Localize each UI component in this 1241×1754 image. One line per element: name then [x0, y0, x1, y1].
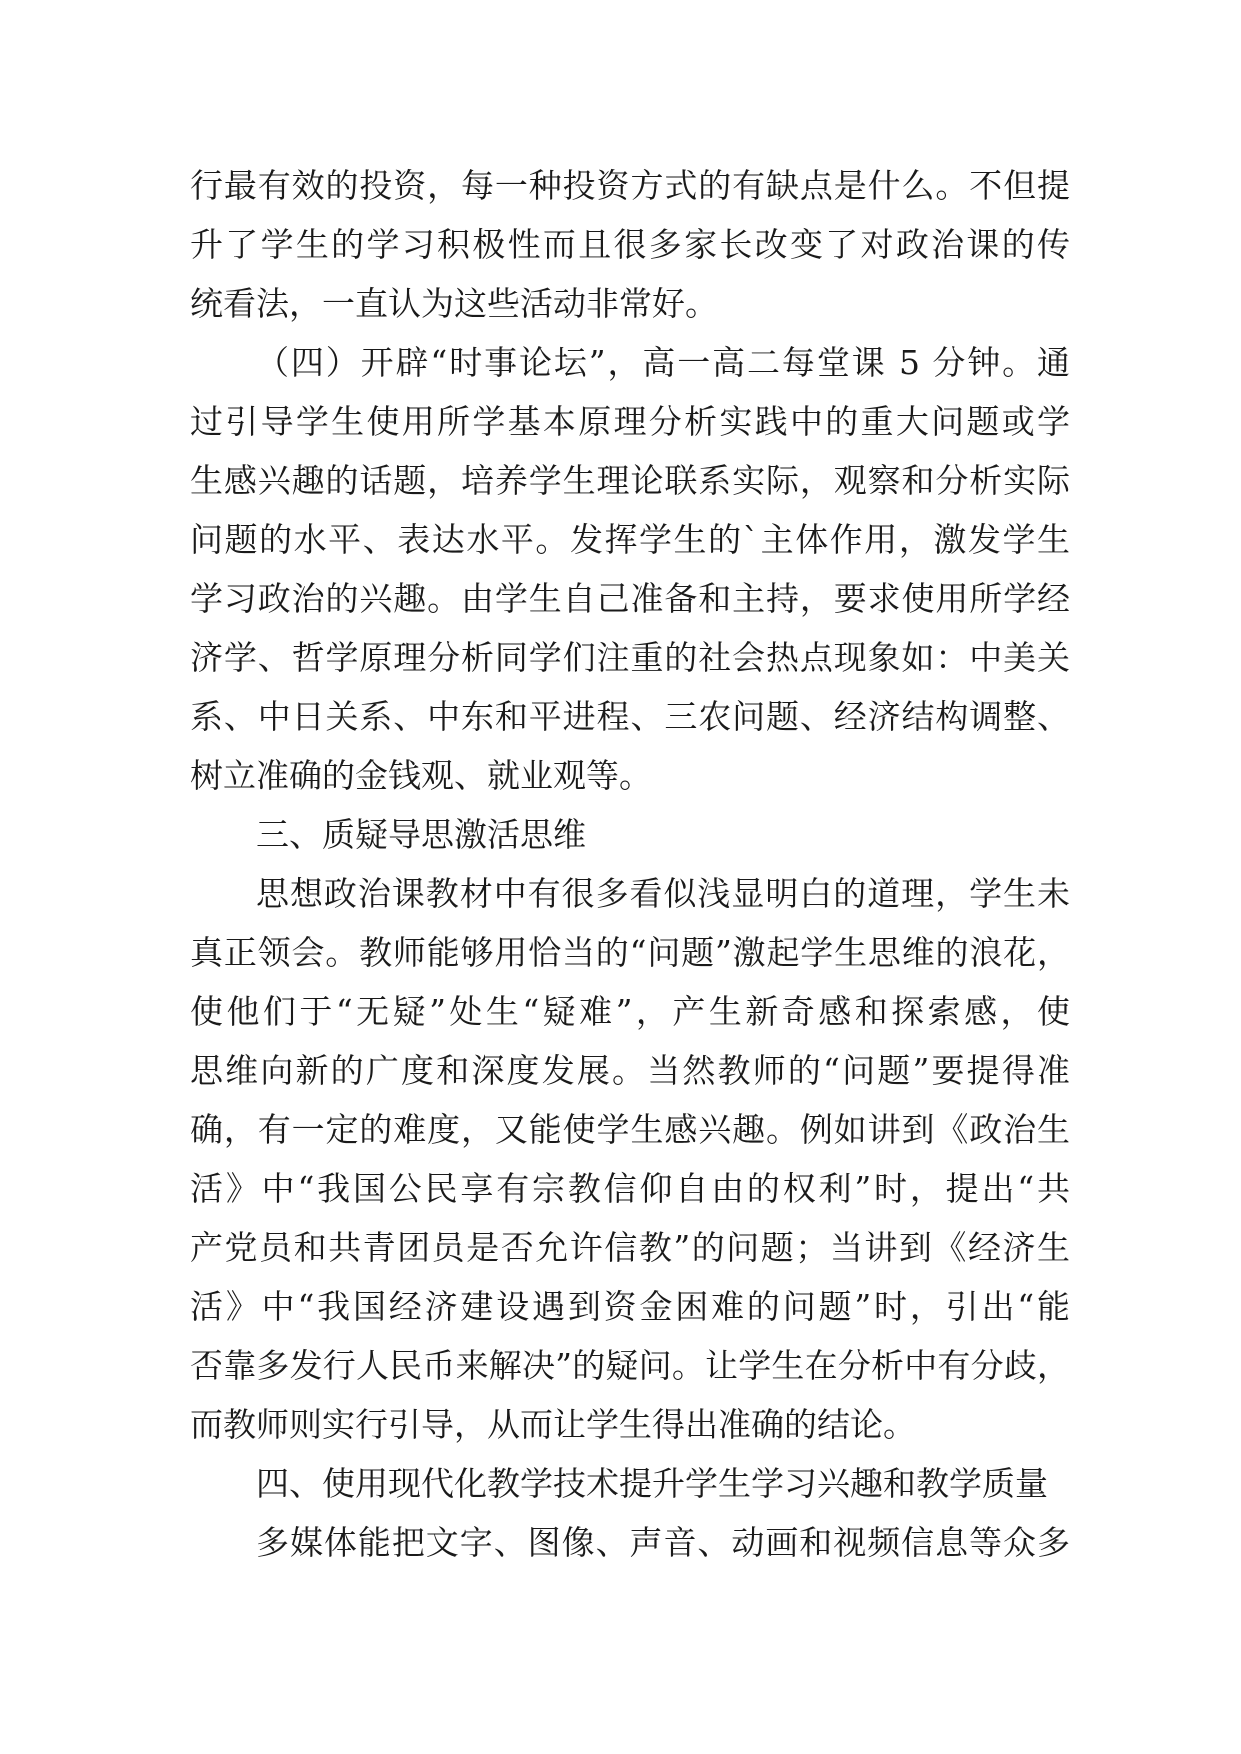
- text-line: 学习政治的兴趣。由学生自己准备和主持，要求使用所学经: [190, 579, 1070, 618]
- text-line: 系、中日关系、中东和平进程、三农问题、经济结构调整、: [190, 697, 1070, 736]
- body-text: [190, 156, 1070, 1572]
- text-line: 否靠多发行人民币来解决”的疑问。让学生在分析中有分歧，: [190, 1346, 1070, 1385]
- text-line: 统看法，一直认为这些活动非常好。: [190, 284, 718, 323]
- text-line: 过引导学生使用所学基本原理分析实践中的重大问题或学: [190, 402, 1070, 441]
- text-line: 产党员和共青团员是否允许信教”的问题；当讲到《经济生: [190, 1228, 1070, 1267]
- text-line: （四）开辟“时事论坛”，高一高二每堂课 5 分钟。通: [256, 343, 1070, 382]
- section-heading: 四、使用现代化教学技术提升学生学习兴趣和教学质量: [256, 1464, 1048, 1503]
- section-heading: 三、质疑导思激活思维: [256, 815, 586, 854]
- text-line: 活》中“我国公民享有宗教信仰自由的权利”时，提出“共: [190, 1169, 1070, 1208]
- text-line: 升了学生的学习积极性而且很多家长改变了对政治课的传: [190, 225, 1070, 264]
- text-line: 行最有效的投资，每一种投资方式的有缺点是什么。不但提: [190, 166, 1070, 205]
- text-line: 使他们于“无疑”处生“疑难”，产生新奇感和探索感，使: [190, 992, 1070, 1031]
- text-line: 思维向新的广度和深度发展。当然教师的“问题”要提得准: [190, 1051, 1070, 1090]
- text-line: 树立准确的金钱观、就业观等。: [190, 756, 652, 795]
- text-line: 而教师则实行引导，从而让学生得出准确的结论。: [190, 1405, 916, 1444]
- text-line: 真正领会。教师能够用恰当的“问题”激起学生思维的浪花，: [190, 933, 1070, 972]
- text-line: 济学、哲学原理分析同学们注重的社会热点现象如：中美关: [190, 638, 1070, 677]
- text-line: 生感兴趣的话题，培养学生理论联系实际，观察和分析实际: [190, 461, 1070, 500]
- text-line: 多媒体能把文字、图像、声音、动画和视频信息等众多: [256, 1523, 1070, 1562]
- text-line: 确，有一定的难度，又能使学生感兴趣。例如讲到《政治生: [190, 1110, 1070, 1149]
- text-line: 活》中“我国经济建设遇到资金困难的问题”时，引出“能: [190, 1287, 1070, 1326]
- text-line: 问题的水平、表达水平。发挥学生的`主体作用，激发学生: [190, 520, 1070, 559]
- text-line: 思想政治课教材中有很多看似浅显明白的道理，学生未: [256, 874, 1070, 913]
